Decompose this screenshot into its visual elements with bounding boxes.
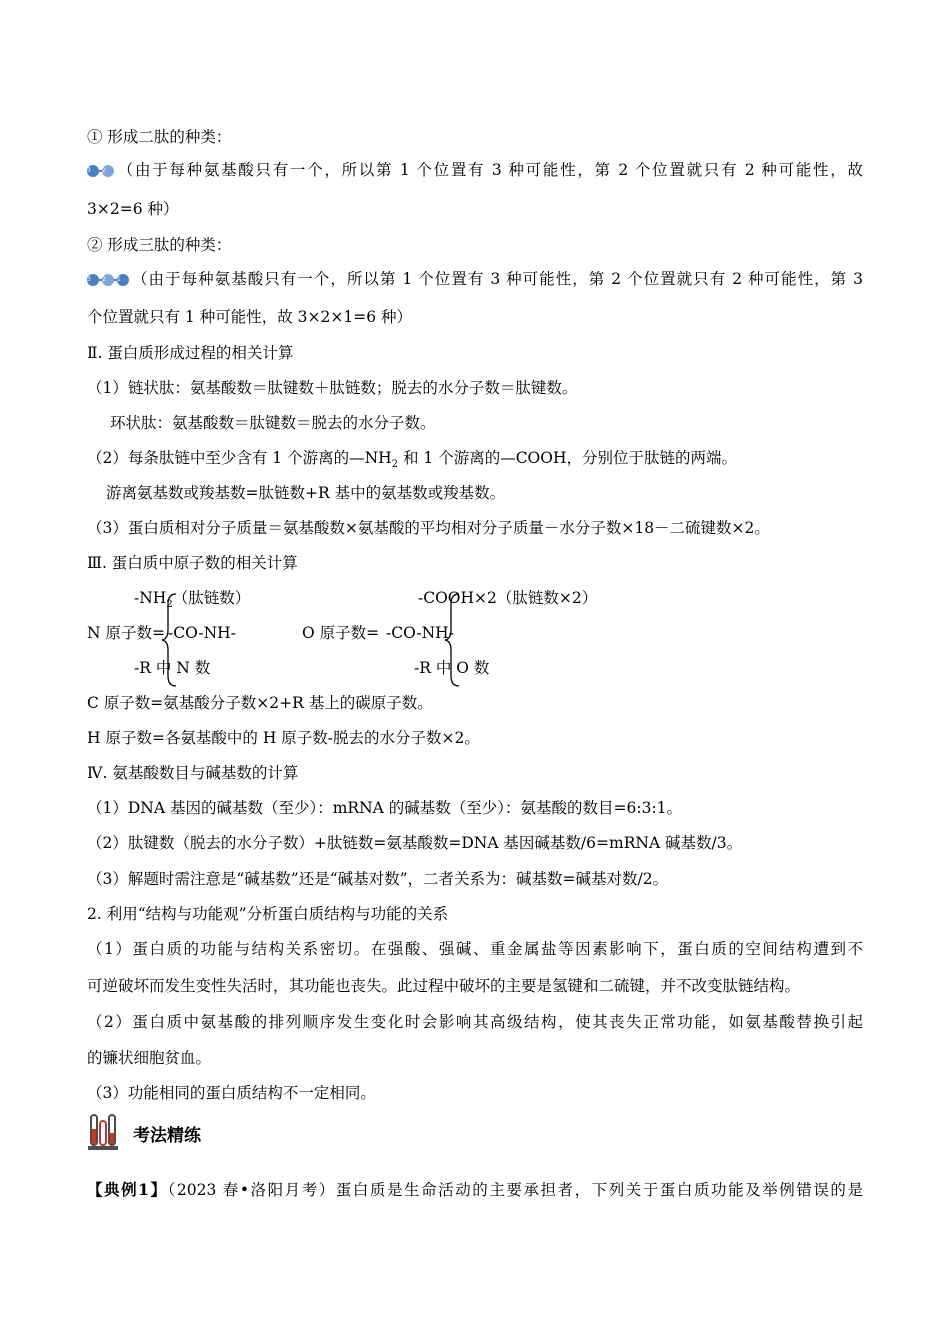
section-heading: 2. 利用“结构与功能观”分析蛋白质结构与功能的关系	[87, 905, 449, 923]
test-tube-rack-icon	[87, 1113, 119, 1153]
formula-term	[134, 588, 250, 615]
section-heading: Ⅱ. 蛋白质形成过程的相关计算	[87, 344, 294, 362]
example-label: 【典例1】	[87, 1180, 168, 1199]
text-line: H 原子数=各氨基酸中的 H 原子数-脱去的水分子数×2。	[87, 729, 480, 747]
text-line: （1）链状肽：氨基酸数＝肽键数＋肽链数；脱去的水分子数＝肽键数。	[87, 379, 578, 397]
example-text: （2023 春•洛阳月考）蛋白质是生命活动的主要承担者，下列关于蛋白质功能及举例错误的是	[167, 1181, 863, 1199]
text-line: 个位置就只有 1 种可能性，故 3×2×1=6 种）	[87, 308, 412, 326]
text-line: （3）蛋白质相对分子质量＝氨基酸数×氨基酸的平均相对分子质量－水分子数×18－二硫键数×2。	[87, 519, 770, 537]
text-span: （由于每种氨基酸只有一个，所以第 1 个位置有 3 种可能性，第 2 个位置就只有 2 种可能性，第 3	[131, 270, 863, 288]
text-line	[87, 269, 863, 289]
text-line: （1）DNA 基因的碱基数（至少）：mRNA 的碱基数（至少）：氨基酸的数目=6:3:1。	[87, 799, 683, 817]
amino-acid-ball: 2	[102, 165, 114, 177]
text-line	[87, 448, 737, 475]
section-heading: Ⅳ. 氨基酸数目与碱基数的计算	[87, 764, 299, 782]
text-line: （3）功能相同的蛋白质结构不一定相同。	[87, 1084, 376, 1102]
text-line: 环状肽：氨基酸数＝肽键数＝脱去的水分子数。	[110, 414, 436, 432]
text-line: ② 形成三肽的种类：	[87, 236, 232, 254]
text-span: （2）每条肽链中至少含有 1 个游离的—NH	[87, 449, 392, 467]
text-span: 和 1 个游离的—COOH，分别位于肽链的两端。	[398, 449, 737, 467]
text-span: （肽链数）	[172, 589, 251, 607]
text-line	[87, 160, 863, 180]
text-span: -NH	[134, 589, 167, 607]
text-line: 的镰状细胞贫血。	[87, 1049, 212, 1067]
subscript: 2	[166, 599, 173, 611]
formula-term: -COOH×2（肽链数×2）	[418, 589, 598, 607]
formula-label: N 原子数=	[87, 624, 165, 642]
formula-term: -R 中 N 数	[134, 659, 211, 677]
amino-acid-ball: 3	[87, 165, 99, 177]
text-line: 游离氨基数或羧基数=肽链数+R 基中的氨基数或羧基数。	[106, 484, 506, 502]
subscript: 2	[391, 459, 399, 471]
formula-term: -R 中 O 数	[414, 659, 490, 677]
formula-label: O 原子数=	[302, 624, 380, 642]
section-heading: Ⅲ. 蛋白质中原子数的相关计算	[87, 554, 298, 572]
text-line: （3）解题时需注意是“碱基数”还是“碱基对数”，二者关系为：碱基数=碱基对数/2。	[87, 870, 669, 888]
text-line: C 原子数=氨基酸分子数×2+R 基上的碳原子数。	[87, 694, 433, 712]
amino-acid-chain-icon	[87, 269, 129, 289]
example-question	[87, 1180, 863, 1200]
amino-acid-ball: 1	[117, 274, 129, 286]
text-line: ① 形成二肽的种类：	[87, 128, 232, 146]
text-line: （1）蛋白质的功能与结构关系密切。在强酸、强碱、重金属盐等因素影响下，蛋白质的空间结构遭到不	[87, 940, 863, 958]
text-line: （2）肽键数（脱去的水分子数）+肽链数=氨基酸数=DNA 基因碱基数/6=mRNA 碱基数/3。	[87, 834, 743, 852]
formula-term: -CO-NH-	[386, 624, 454, 642]
text-span: （由于每种氨基酸只有一个，所以第 1 个位置有 3 种可能性，第 2 个位置就只有 2 种可能性，故	[116, 161, 863, 179]
text-line: （2）蛋白质中氨基酸的排列顺序发生变化时会影响其高级结构，使其丧失正常功能，如氨基酸替换引起	[87, 1013, 863, 1031]
amino-acid-ball: 2	[102, 274, 114, 286]
section-title: 考法精练	[133, 1125, 201, 1146]
formula-term: -CO-NH-	[168, 624, 236, 642]
text-line: 3×2=6 种）	[87, 200, 179, 218]
amino-acid-ball: 3	[87, 274, 99, 286]
practice-section-header	[87, 1113, 201, 1153]
amino-acid-chain-icon	[87, 160, 114, 180]
text-line: 可逆破坏而发生变性失活时，其功能也丧失。此过程中破坏的主要是氢键和二硫键，并不改变肽链结构。	[87, 977, 801, 995]
